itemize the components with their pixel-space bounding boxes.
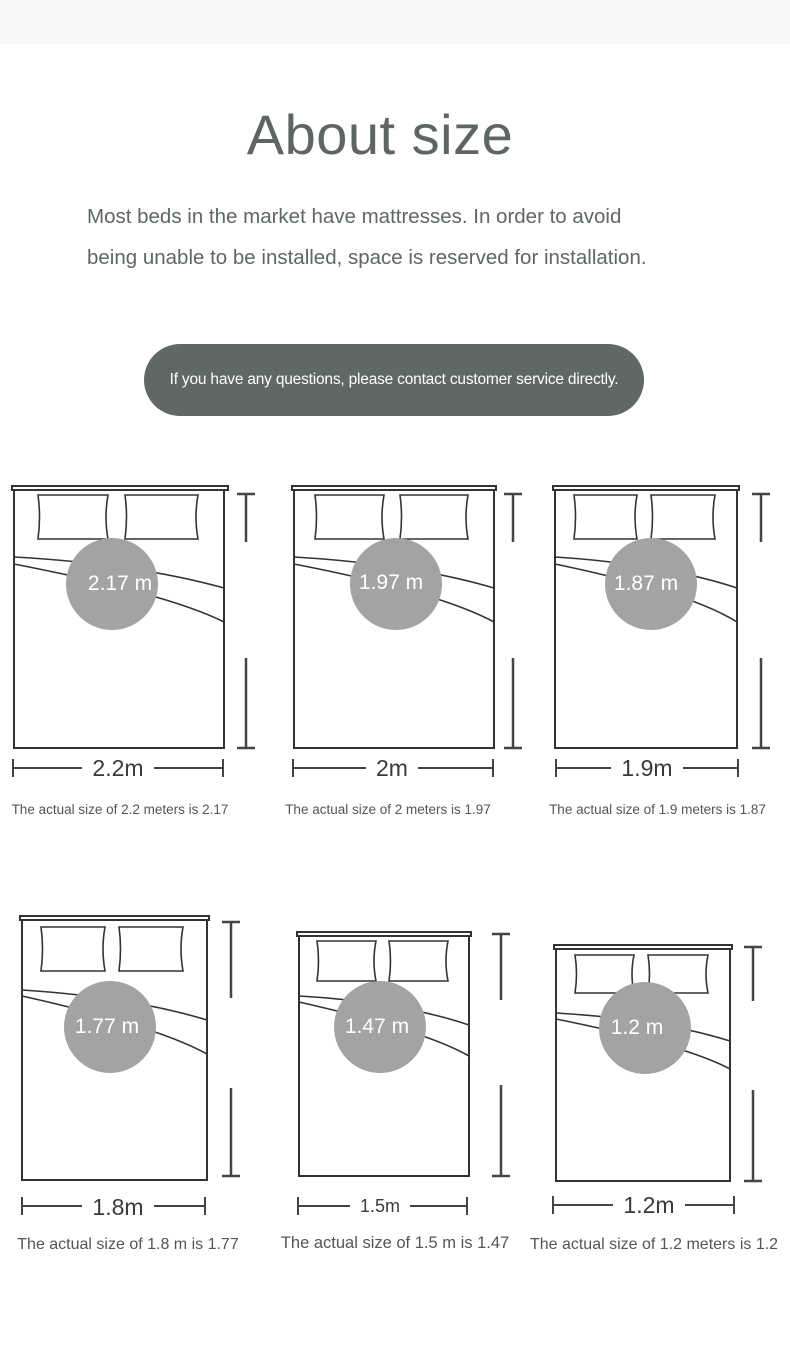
- nominal-size-text: 1.2m: [613, 1192, 684, 1218]
- actual-size-label: 1.77 m: [74, 1015, 140, 1038]
- intro-line-1: Most beds in the market have mattresses. In order to avoid: [87, 205, 622, 228]
- size-caption-2: The actual size of 2 meters is 1.97: [285, 802, 491, 817]
- actual-size-label: 2.17 m: [87, 572, 153, 595]
- top-strip: [0, 0, 790, 44]
- bed-diagram-2: [288, 484, 540, 789]
- nominal-size-label: [8, 1193, 228, 1221]
- bed-illustration: [16, 914, 256, 1224]
- intro-text: [87, 196, 727, 278]
- bed-illustration: [8, 484, 260, 784]
- nominal-size-label: [537, 754, 757, 782]
- nominal-size-text: 2m: [366, 755, 418, 781]
- size-caption-5: The actual size of 1.5 m is 1.47: [280, 1234, 510, 1252]
- size-caption-1: The actual size of 2.2 meters is 2.17: [11, 802, 229, 817]
- bed-diagram-4: [16, 914, 256, 1229]
- bed-illustration: [549, 484, 789, 784]
- nominal-size-text: 1.9m: [611, 755, 682, 781]
- nominal-size-label: [270, 1192, 490, 1220]
- bed-illustration: [550, 943, 775, 1223]
- bed-diagram-1: [8, 484, 260, 789]
- actual-size-label: 1.47 m: [344, 1015, 410, 1038]
- bed-diagram-3: [549, 484, 789, 789]
- size-caption-3: The actual size of 1.9 meters is 1.87: [549, 802, 766, 817]
- actual-size-label: 1.2 m: [610, 1016, 664, 1039]
- actual-size-label: 1.87 m: [613, 572, 679, 595]
- nominal-size-label: [282, 754, 502, 782]
- nominal-size-label: [539, 1191, 759, 1219]
- contact-note-text: If you have any questions, please contact customer service directly.: [169, 371, 619, 388]
- size-caption-6: The actual size of 1.2 meters is 1.2: [529, 1236, 779, 1253]
- nominal-size-text: 2.2m: [82, 755, 153, 781]
- intro-line-2: being unable to be installed, space is reserved for installation.: [87, 246, 647, 269]
- nominal-size-label: [8, 754, 228, 782]
- actual-size-label: 1.97 m: [358, 571, 424, 594]
- bed-illustration: [293, 930, 523, 1226]
- bed-diagram-5: [293, 930, 523, 1231]
- contact-note-banner: [144, 344, 644, 416]
- nominal-size-text: 1.8m: [82, 1194, 153, 1220]
- page-title: About size: [246, 103, 514, 166]
- nominal-size-text: 1.5m: [350, 1196, 410, 1216]
- bed-diagram-6: [550, 943, 775, 1228]
- bed-illustration: [288, 484, 540, 784]
- size-caption-4: The actual size of 1.8 m is 1.77: [17, 1236, 239, 1253]
